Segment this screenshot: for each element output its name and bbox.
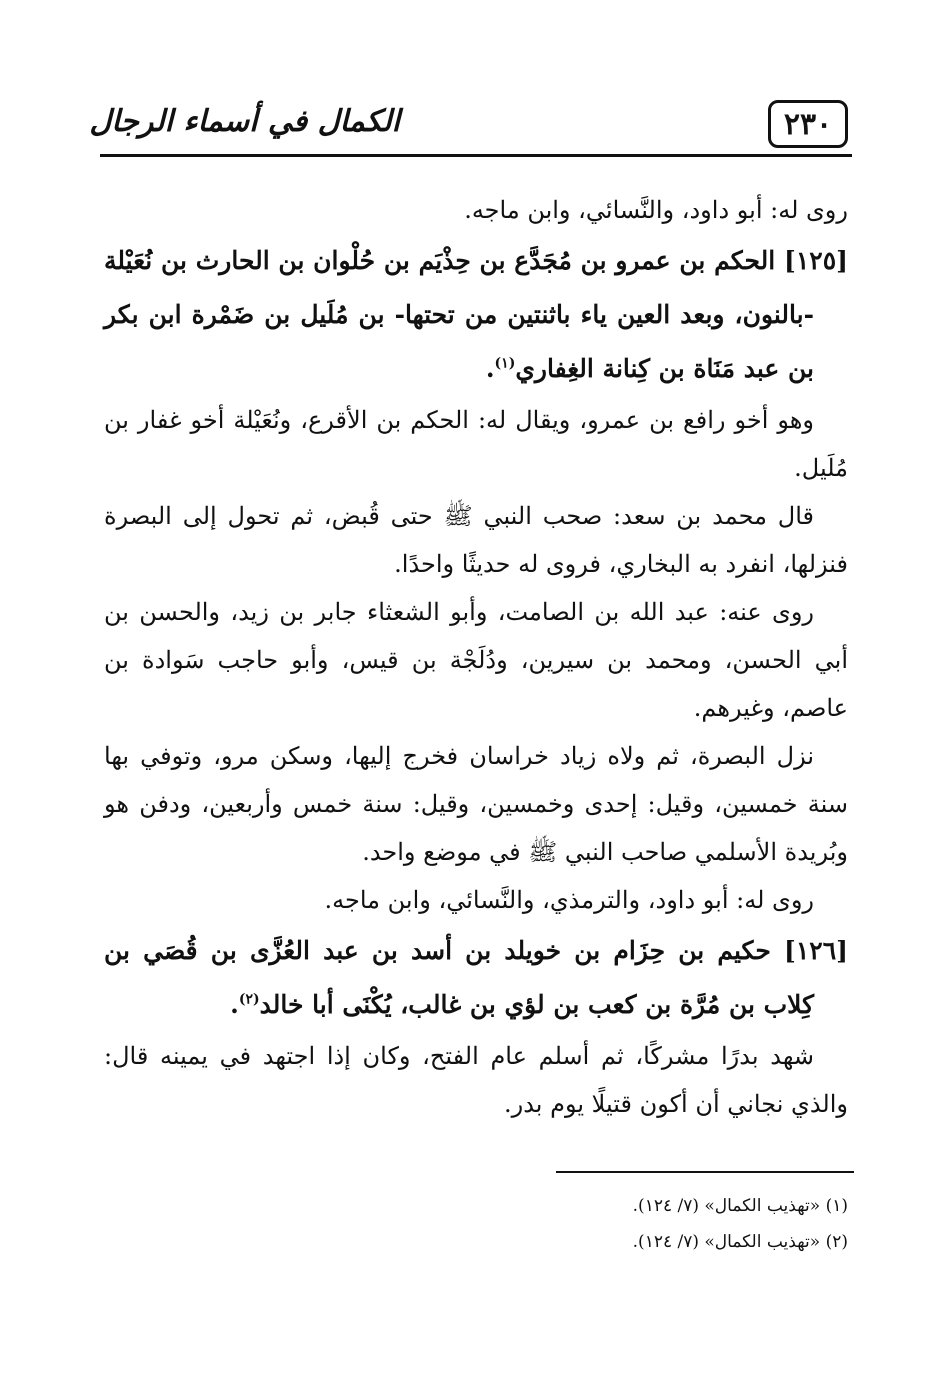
paragraph-death: نزل البصرة، ثم ولاه زياد خراسان فخرج إليها، وسكن مرو، وتوفي بها سنة خمسين، وقيل: إحدى وخمسين، وقيل: سنة خمس وأربعين، ودفن هو وبُريدة الأسلمي صاحب النبي ﷺ في موضع واحد.: [104, 742, 848, 866]
paragraph-narrators-2: روى له: أبو داود، والترمذي، والنَّسائي، وابن ماجه.: [324, 886, 814, 914]
footnote-1: (١) «تهذيب الكمال» (٧/ ١٢٤).: [632, 1196, 848, 1216]
book-title: الكمال في أسماء الرجال: [89, 104, 400, 139]
entry-125: [١٢٥] الحكم بن عمرو بن مُجَدَّع بن حِذْيَم بن حُلْوان بن الحارث بن نُعَيْلة -بالنون، وبعد العين ياء باثنتين من تحتها- بن مُلَيل بن ضَمْرة ابن بكر بن عبد مَنَاة بن كِنانة الغِفاري$^{(١)}$.: [104, 246, 848, 383]
paragraph-narrated-from: روى عنه: عبد الله بن الصامت، وأبو الشعثاء جابر بن زيد، والحسن بن أبي الحسن، ومحمد بن سيرين، ودُلَجْة بن قيس، وأبو حاجب سَوادة بن عاصم، وغيرهم.: [104, 598, 848, 722]
footnote-ref-1: (١): [494, 355, 516, 372]
entry-125-title: الحكم بن عمرو بن مُجَدَّع بن حِذْيَم بن حُلْوان بن الحارث بن نُعَيْلة -بالنون، وبعد العين ياء باثنتين من تحتها- بن مُلَيل بن ضَمْرة ابن بكر بن عبد مَنَاة بن كِنانة الغِفاري: [104, 246, 814, 383]
footnotes: [500, 1188, 848, 1260]
main-text: [104, 186, 848, 1128]
entry-125-number: [١٢٥]: [784, 246, 848, 275]
page-header: [89, 92, 852, 158]
header-rule: [100, 154, 852, 157]
entry-126-number: [١٢٦]: [784, 936, 848, 965]
paragraph-badr: شهد بدرًا مشركًا، ثم أسلم عام الفتح، وكان إذا اجتهد في يمينه قال: والذي نجاني أن أكون قتيلًا يوم بدر.: [104, 1042, 848, 1118]
page-number: ٢٣٠: [783, 106, 833, 142]
entry-126: [١٢٦] حكيم بن حِزَام بن خويلد بن أسد بن عبد العُزَّى بن قُصَي بن كِلاب بن مُرَّة بن كعب بن لؤي بن غالب، يُكْنَى أبا خالد$^{(٢)}$.: [104, 936, 848, 1019]
paragraph-ibn-saad: قال محمد بن سعد: صحب النبي ﷺ حتى قُبض، ثم تحول إلى البصرة فنزلها، انفرد به البخاري، فروى له حديثًا واحدًا.: [104, 502, 848, 578]
footnote-ref-2: (٢): [238, 991, 260, 1008]
footnote-separator: [556, 1171, 854, 1173]
page-number-box: [768, 100, 848, 148]
footnote-2: (٢) «تهذيب الكمال» (٧/ ١٢٤).: [632, 1232, 848, 1252]
entry-126-title: حكيم بن حِزَام بن خويلد بن أسد بن عبد العُزَّى بن قُصَي بن كِلاب بن مُرَّة بن كعب بن لؤي بن غالب، يُكْنَى أبا خالد: [104, 936, 814, 1019]
paragraph-brother: وهو أخو رافع بن عمرو، ويقال له: الحكم بن الأقرع، ونُعَيْلة أخو غفار بن مُلَيل.: [104, 406, 848, 482]
paragraph-narrators-1: روى له: أبو داود، والنَّسائي، وابن ماجه.: [464, 196, 848, 224]
